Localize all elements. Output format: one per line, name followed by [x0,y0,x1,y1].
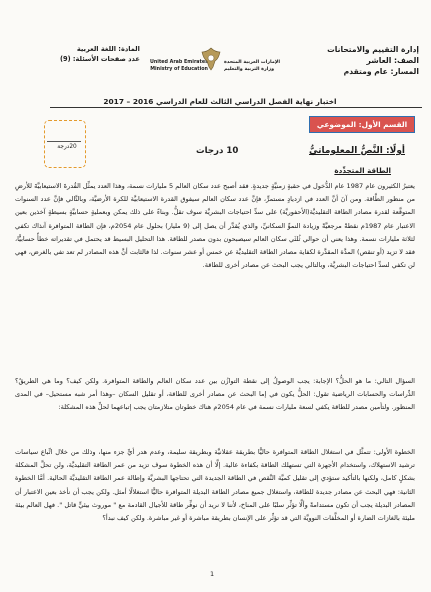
ministry-en-line2: Ministry of Education [150,66,208,72]
grade-line [47,141,81,142]
exam-header-left [60,44,140,64]
exam-header-right [327,44,419,77]
ministry-en-line1: United Arab Emirates [150,60,208,65]
ministry-ar-line2: وزارة التربية والتعليم [224,66,275,72]
uae-emblem-icon [200,46,222,72]
paragraph-2: السؤال التالي: ما هو الحلُّ؟ الإجابة: يجب الوصولُ إلى نقطة التوازُن بين عدد سكان العالم والطاقة المتوافرة. ولكن كيف؟ وما هي الطريقُ؟ الدِّراسات والحسابات الرياضية تقول: الحلُّ يكون في إما البحث عن مصادر أخرى للطاقة، أو تقليل السكان –وهذا أمر شبه مستحيل– في المدى المنظور. ولتأمين مصدر للطاقة يكفي لسعة مليارات نسمة في عام 2054م هناك خطوتان متلازمتان يجب إتباعهما لحلِّ هذه المشكلة: [15,377,415,412]
header-department: إدارة التقييم والامتحانات [327,45,419,54]
section-label: القسم الأول: الموضوعي [309,116,415,133]
header-subject: المادة: اللغة العربية [76,45,140,53]
page-number: 1 [210,570,215,578]
ministry-name-ar [224,60,280,73]
header-grade: الصف: العاشر [366,56,419,65]
part-title: أولًا: النَّصُّ المعلوماتيُّ [309,146,405,156]
paragraph-1: يعتبرُ الكثيرون عام 1987 عام الدُّخول في حقبةٍ زمنيَّةٍ جديدةٍ. فقد أصبح عدد سكان العالم 5 مليارات نسمة، وهذا العدد يمثِّل القُدرةَ الاستيعابيَّةَ للأرضِ من منظور الطَّاقة. ومن آنَ أنَّ العدد في ازديادٍ مستمرٍّ، فإنَّ عدد سكان العالم سيفوق القدرة الاستيعابيَّة للكرة الأرضيَّة، وبالتَّالي فإنَّ عدد السنوات المتوقَّعة لقدرة مصادر الطاقة التقليديَّة(الأحفوريَّة) على سدِّ احتياجات البشريَّة سوف تقلُّ. وبناءً على ذلك يمكن وبعمليةٍ حسابيَّةٍ بسيطةٍ آخذين بعين الاعتبار عام 1987م نقطةً مرجعيَّةً وزيادة النموِّ السكانيِّ، والذي يُقدَّر أن يصل إلى (9 مليار) بحلول عام 2054م، فإن الطاقة المتوافرة آنذاك تكفي لثلاثة مليارات نسمة. وهذا يعني أن حوالي ثُلثَي سكان العالم سيصبحون بدون مصدر للطاقة. هذا التحليل البسيط قد يحتمل في تقديراته خطأً حسابيًّا، فقد لا تزيد (أو تنقص) المدَّة المقدَّرة لكفاية مصادر الطاقة التقليديَّة عن خمس أو عشر سنوات. لذا فالثابت أنَّ هذه المصادر لم تعد تفي بالغرض، فهي لن تكفي لسدِّ احتياجات البشريَّة، وبالتالي يجب البحث عن مصادر أخرى للطاقة. [15,182,415,270]
grade-total: 20درجة [57,144,77,150]
header-track: المسار: عام ومتقدم [343,67,419,76]
exam-title: اختبار نهاية الفصل الدراسي الثالث للعام الدراسي 2016 – 2017 [103,97,337,106]
article-title: الطاقة المتجدِّدة [334,166,391,175]
header-page-count: عدد صفحات الأسئلة: (9) [60,55,140,63]
paragraph-3: الخطوة الأولى: تتمثَّل في استغلال الطاقة المتوافرة حاليًّا بطريقة عقلانيَّة وبطريقة سليمة، وعدم هدر أيِّ جزء منها، وذلك من خلال اتِّباع سياسات ترشيد الاستهلاك، واستخدام الأجهزة التي تستهلك الطاقة بكفاءة عالية. إلَّا أن هذه الخطوة سوف تزيد من عمر الطاقة التقليديَّة، ولن تحلَّ المشكلة بشكلٍ كامل، ولكنها بالتأكيد ستؤدي إلى تقليل كميَّة النَّقص في الطاقة الجديدة التي تحتاجها البشريَّة وإطالة عمر الطاقة التقليديَّة الحالية. أمَّا الخطوة الثانية: فهي البحث عن مصادر جديدة للطاقة، واستغلال جميع مصادر الطاقة البديلة المتوافرة حاليًّا استغلالًا أمثل. ولكن يجب أن نأخذ بعين الاعتبار أن المصادر البديلة يجب أن تكون مستدامةً وألَّا تؤثِّر سلبًا على المناخ، لأننا لا نريد أن نوفِّر طاقة للأجيال القادمة مع " موروث بيئيٍّ قاتل ". فهل العالم بيئة مليئة بالغازات الضارة أو المخلَّفات النوويَّة التي قد تؤثِّر على الإنسان بطريقة مباشرة أو غير مباشرة. ولكن كيف نبدأ؟ [15,448,415,523]
part-marks: 10 درجات [196,146,239,156]
header-divider [50,107,422,108]
ministry-ar-line1: الإمارات العربية المتحدة [224,60,281,65]
